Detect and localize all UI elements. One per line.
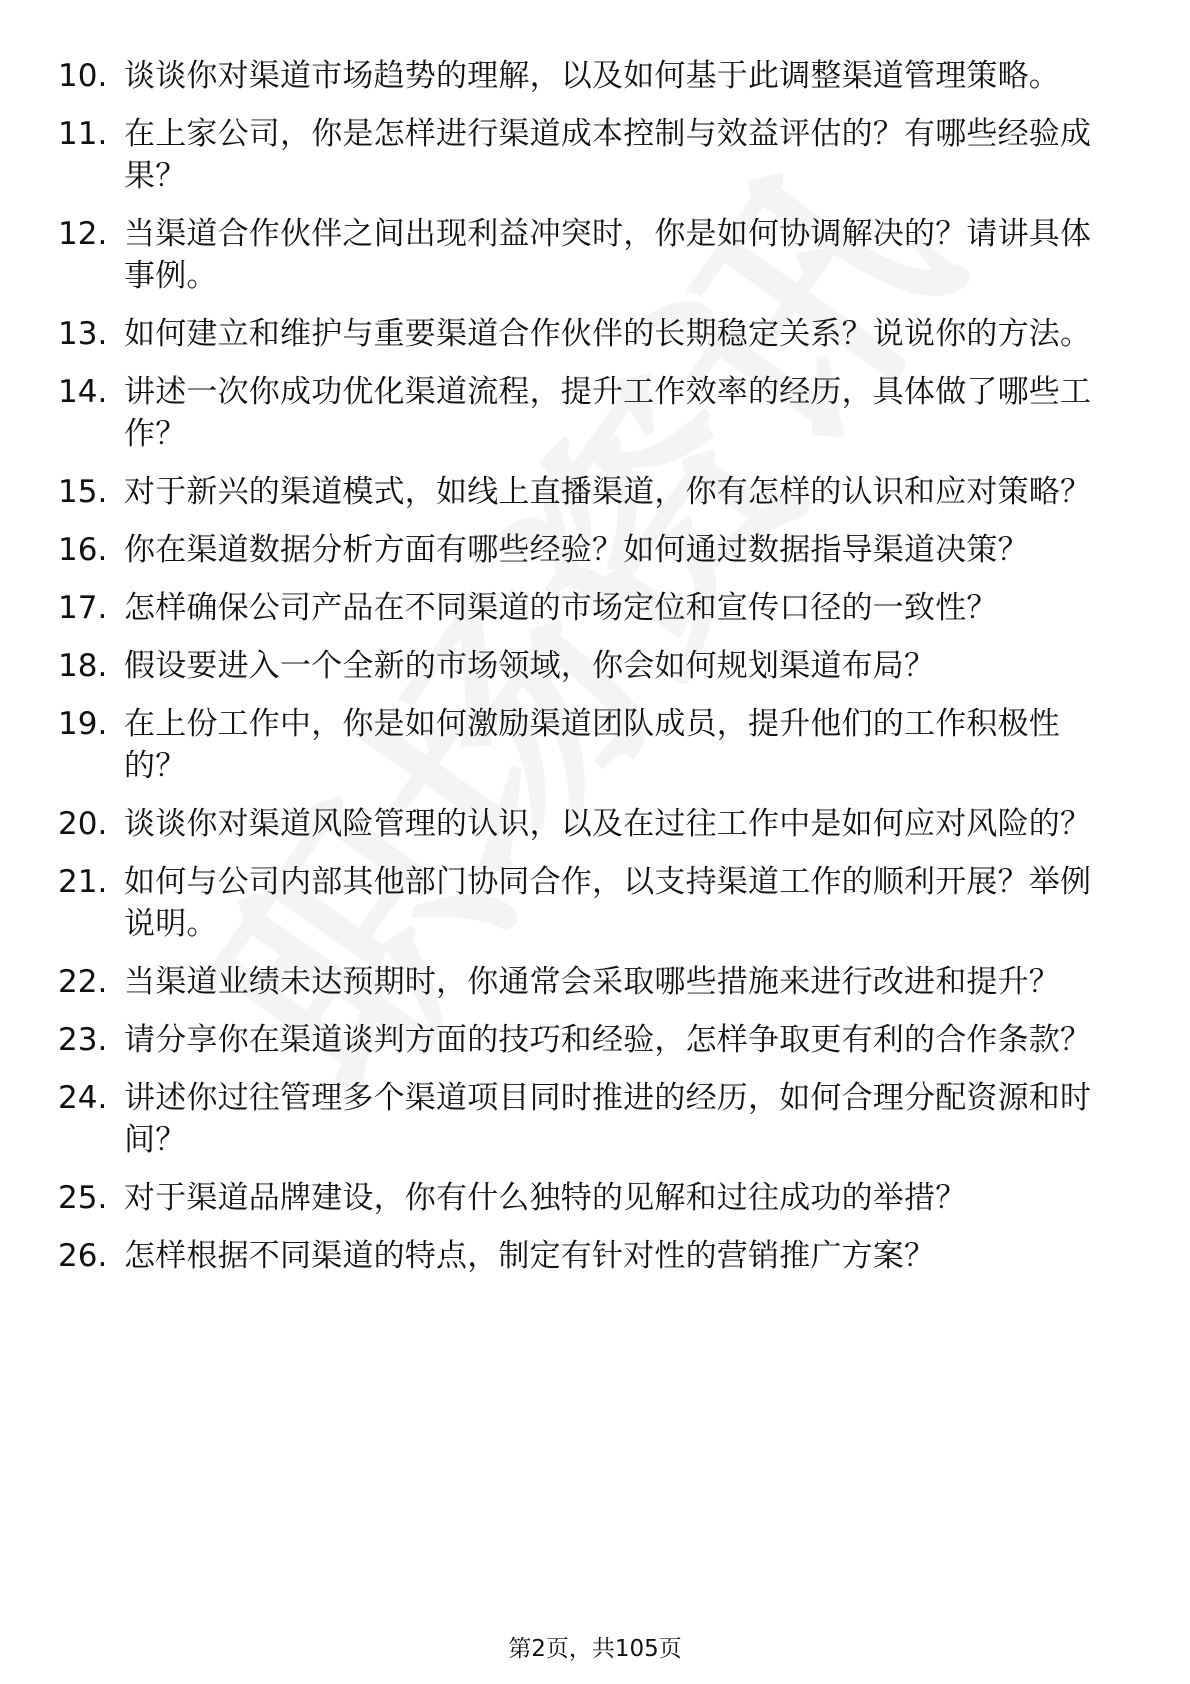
question-number: 12. [58,216,108,252]
question-item [58,1019,1118,1061]
question-item [58,587,1118,629]
question-number: 17. [58,590,108,626]
question-item [58,803,1118,845]
question-text: 在上份工作中，你是如何激励渠道团队成员，提升他们的工作积极性的？ [124,706,1060,784]
question-number: 22. [58,964,108,1000]
question-item [58,371,1118,455]
question-number: 11. [58,116,108,152]
question-number: 14. [58,374,108,410]
question-text: 对于新兴的渠道模式，如线上直播渠道，你有怎样的认识和应对策略？ [124,474,1092,510]
question-text: 讲述你过往管理多个渠道项目同时推进的经历，如何合理分配资源和时间？ [124,1080,1092,1158]
question-text: 当渠道合作伙伴之间出现利益冲突时，你是如何协调解决的？请讲具体事例。 [124,216,1092,294]
question-text: 怎样根据不同渠道的特点，制定有针对性的营销推广方案？ [124,1238,936,1274]
question-number: 10. [58,58,108,94]
question-item [58,55,1118,97]
question-text: 谈谈你对渠道风险管理的认识，以及在过往工作中是如何应对风险的？ [124,806,1092,842]
question-text: 在上家公司，你是怎样进行渠道成本控制与效益评估的？有哪些经验成果？ [124,116,1092,194]
question-number: 18. [58,648,108,684]
question-item [58,961,1118,1003]
page-footer: 第2页，共105页 [508,1636,682,1662]
question-item [58,113,1118,197]
question-number: 20. [58,806,108,842]
question-item [58,1077,1118,1161]
question-item [58,861,1118,945]
question-text: 当渠道业绩未达预期时，你通常会采取哪些措施来进行改进和提升？ [124,964,1060,1000]
question-item [58,703,1118,787]
question-number: 26. [58,1238,108,1274]
question-text: 对于渠道品牌建设，你有什么独特的见解和过往成功的举措？ [124,1180,967,1216]
question-text: 讲述一次你成功优化渠道流程，提升工作效率的经历，具体做了哪些工作？ [124,374,1092,452]
question-item [58,313,1118,355]
question-text: 如何建立和维护与重要渠道合作伙伴的长期稳定关系？说说你的方法。 [124,316,1092,352]
question-text: 假设要进入一个全新的市场领域，你会如何规划渠道布局？ [124,648,936,684]
question-item [58,1235,1118,1277]
question-text: 请分享你在渠道谈判方面的技巧和经验，怎样争取更有利的合作条款？ [124,1022,1092,1058]
question-text: 怎样确保公司产品在不同渠道的市场定位和宣传口径的一致性？ [124,590,998,626]
question-item [58,471,1118,513]
question-text: 你在渠道数据分析方面有哪些经验？如何通过数据指导渠道决策？ [124,532,1029,568]
question-list [58,55,1118,1293]
question-item [58,213,1118,297]
question-item [58,529,1118,571]
question-number: 23. [58,1022,108,1058]
question-number: 15. [58,474,108,510]
question-number: 25. [58,1180,108,1216]
question-text: 如何与公司内部其他部门协同合作，以支持渠道工作的顺利开展？举例说明。 [124,864,1092,942]
question-number: 19. [58,706,108,742]
question-number: 24. [58,1080,108,1116]
question-item [58,645,1118,687]
question-number: 21. [58,864,108,900]
question-number: 13. [58,316,108,352]
question-number: 16. [58,532,108,568]
question-item [58,1177,1118,1219]
question-text: 谈谈你对渠道市场趋势的理解，以及如何基于此调整渠道管理策略。 [124,58,1060,94]
